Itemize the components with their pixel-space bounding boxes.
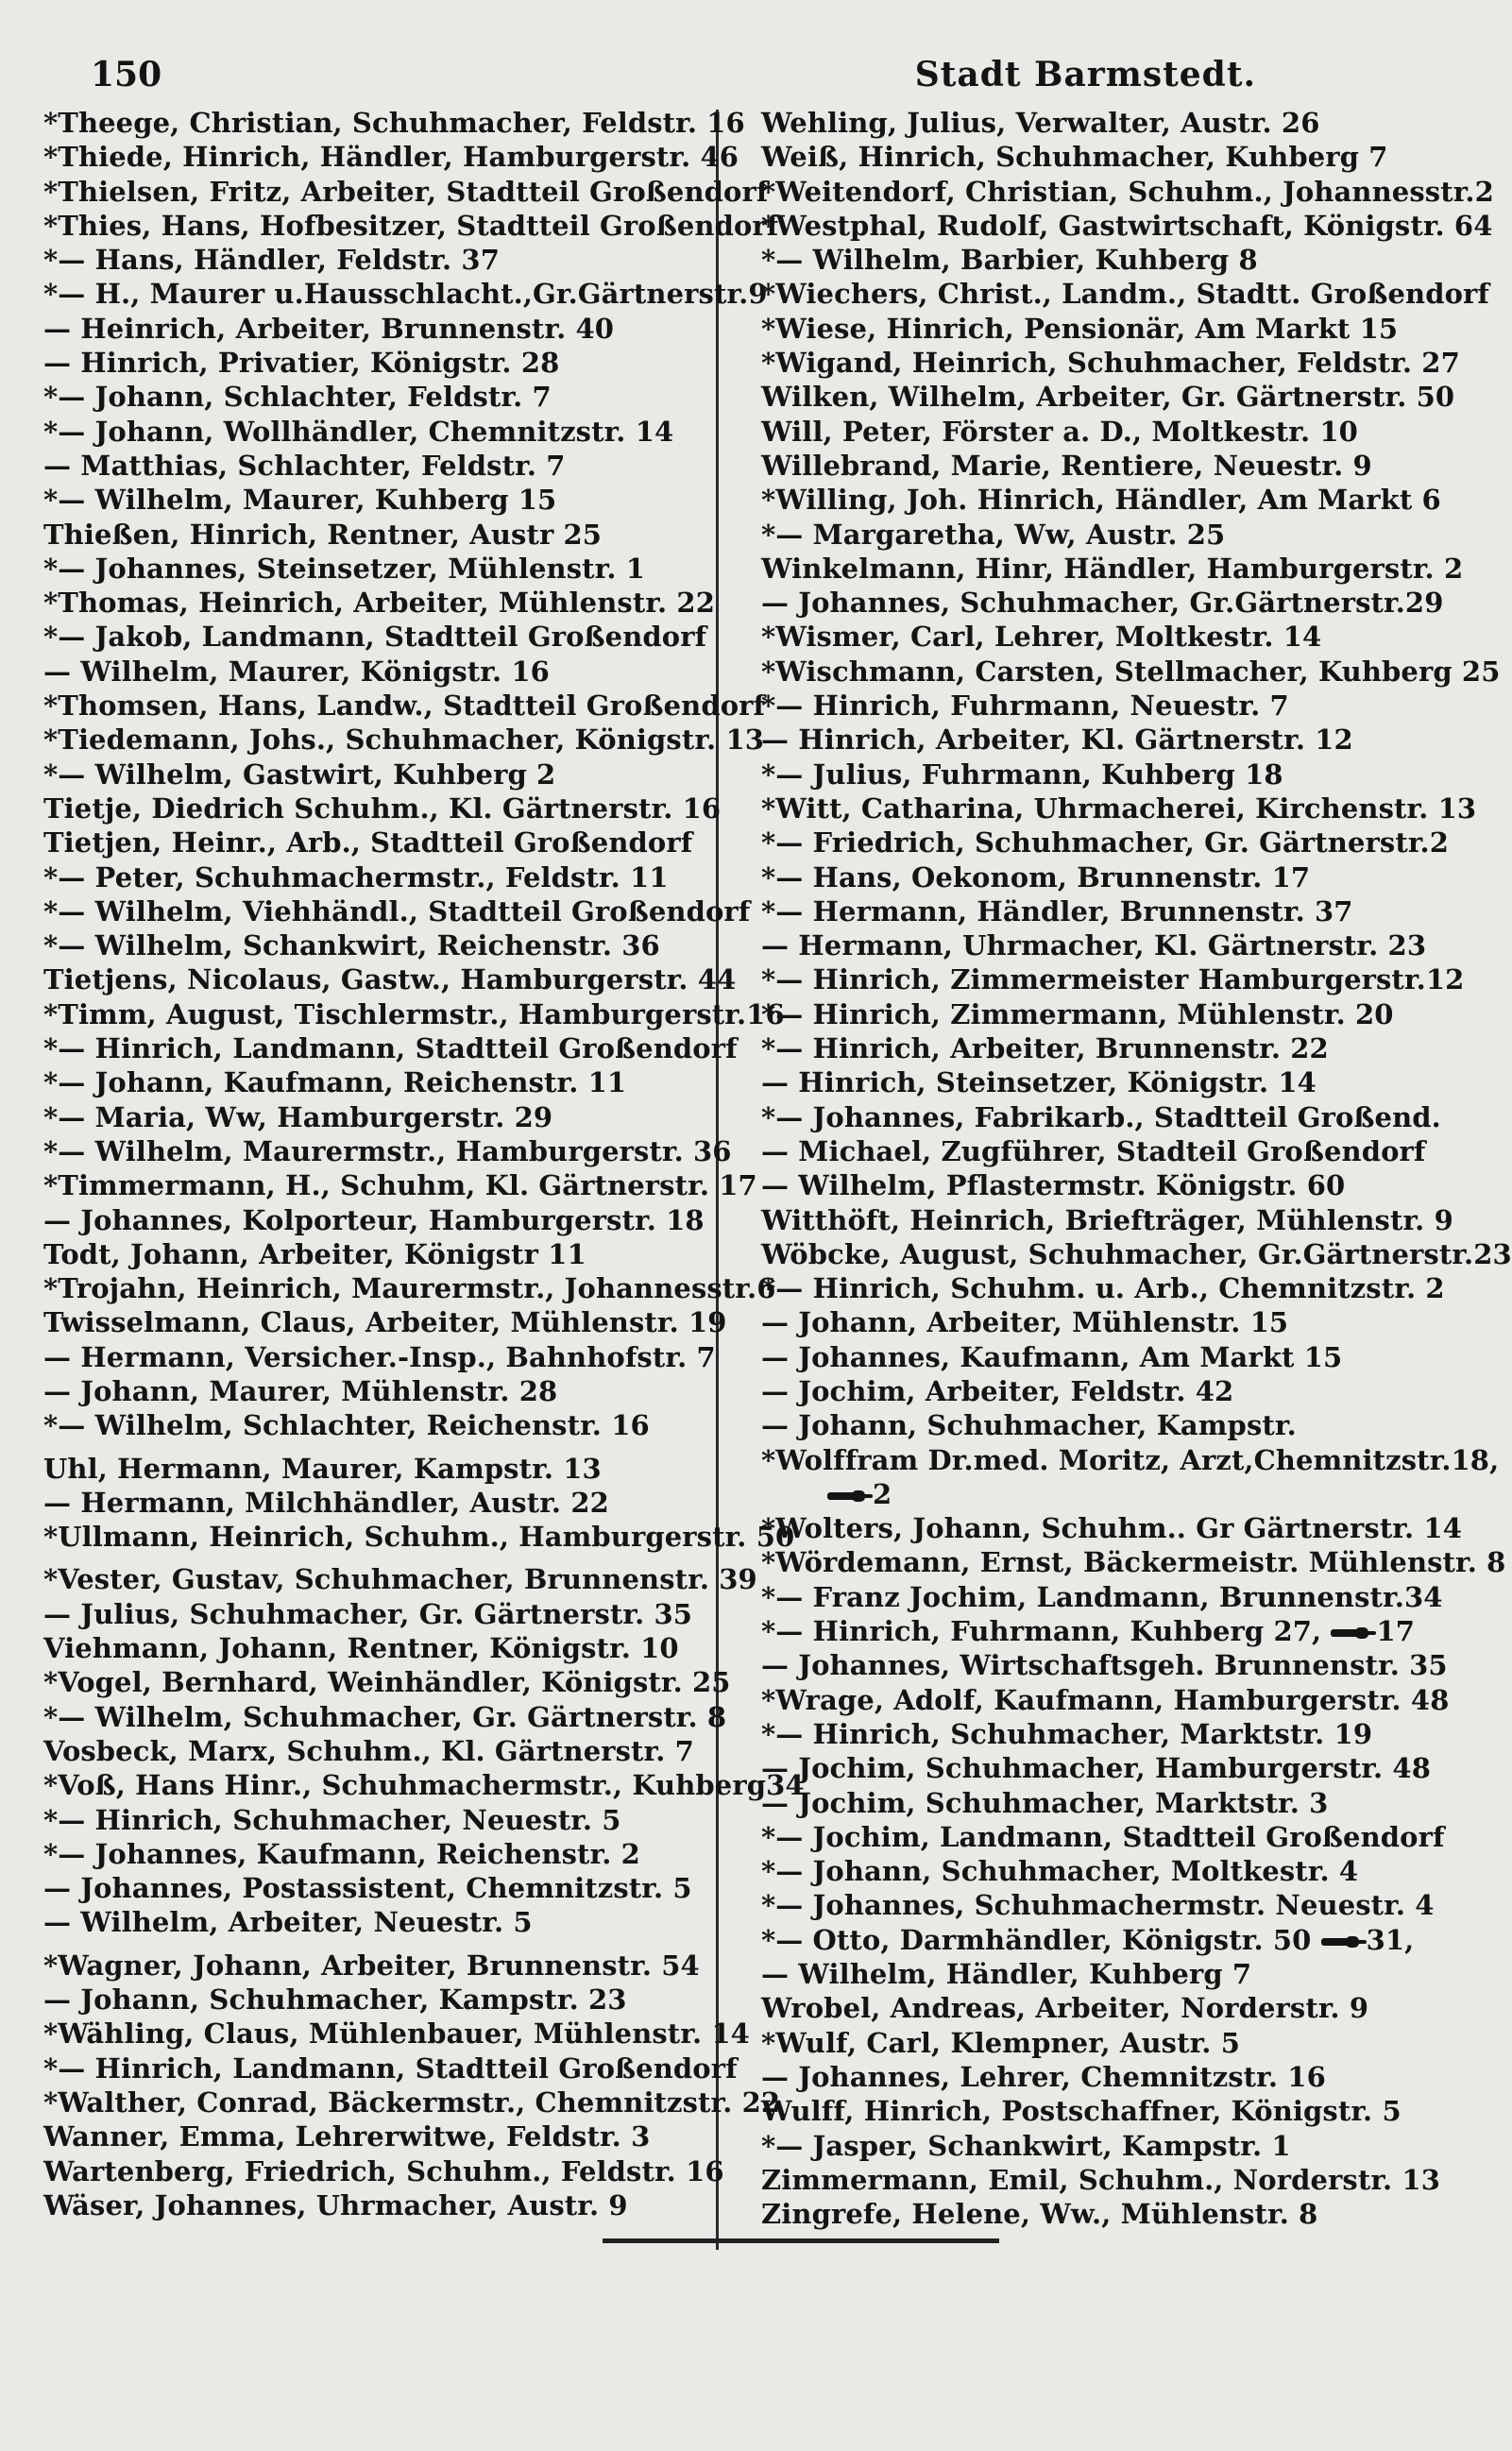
directory-entry	[761, 689, 1479, 723]
left-column	[43, 106, 805, 2222]
entry-text: *— Johann, Wollhändler, Chemnitzstr. 14	[43, 415, 674, 448]
directory-entry	[761, 1683, 1479, 1717]
entry-text: *— Hinrich, Fuhrmann, Neuestr. 7	[761, 689, 1289, 723]
directory-entry	[761, 175, 1494, 209]
entry-text: *— Wilhelm, Barbier, Kuhberg 8	[761, 244, 1258, 277]
directory-entry	[43, 1340, 716, 1374]
entry-text: *— Otto, Darmhändler, Königstr. 50	[761, 1923, 1312, 1956]
directory-entry	[43, 1031, 738, 1065]
entry-text: Weiß, Hinrich, Schuhmacher, Kuhberg 7	[761, 141, 1388, 174]
entry-text: — Michael, Zugführer, Stadteil Großendorf	[761, 1134, 1426, 1167]
entry-text: Wehling, Julius, Verwalter, Austr. 26	[761, 107, 1320, 139]
directory-entry	[761, 2060, 1479, 2094]
directory-entry	[761, 380, 1479, 414]
directory-entry	[761, 928, 1479, 962]
entry-text: *Wolffram Dr.med. Moritz, Arzt,Chemnitzstr.18,	[761, 1443, 1500, 1476]
directory-entry	[761, 2163, 1479, 2197]
entry-text: *— Wilhelm, Gastwirt, Kuhberg 2	[43, 757, 556, 791]
directory-entry	[43, 1871, 716, 1905]
directory-entry	[761, 1134, 1479, 1168]
entry-text: — Hinrich, Arbeiter, Kl. Gärtnerstr. 12	[761, 723, 1353, 757]
directory-entry	[761, 997, 1479, 1031]
directory-entry	[43, 1562, 757, 1596]
entry-text: *Thomsen, Hans, Landw., Stadtteil Großendorf	[43, 689, 766, 723]
directory-entry	[761, 106, 1479, 140]
entry-text: — Johannes, Wirtschaftsgeh. Brunnenstr. 35	[761, 1649, 1448, 1682]
directory-entry	[43, 1949, 716, 1983]
entry-text: — Julius, Schuhmacher, Gr. Gärtnerstr. 35	[43, 1597, 693, 1630]
directory-entry	[43, 1734, 716, 1768]
directory-entry	[761, 209, 1493, 243]
directory-entry	[761, 1271, 1479, 1305]
entry-text: Vosbeck, Marx, Schuhm., Kl. Gärtnerstr. 7	[43, 1734, 694, 1767]
directory-entry	[43, 620, 716, 654]
directory-entry	[43, 1271, 776, 1305]
entry-text: *Thiede, Hinrich, Händler, Hamburgerstr. 46	[43, 141, 739, 174]
page-title: Stadt Barmstedt.	[914, 55, 1256, 94]
entry-text: Wrobel, Andreas, Arbeiter, Norderstr. 9	[761, 1992, 1369, 2025]
directory-entry	[43, 1631, 716, 1665]
entry-text: *— Hinrich, Fuhrmann, Kuhberg 27,	[761, 1615, 1322, 1648]
directory-entry	[761, 655, 1501, 689]
entry-text: — Heinrich, Arbeiter, Brunnenstr. 40	[43, 312, 615, 345]
entry-text: Twisselmann, Claus, Arbeiter, Mühlenstr. 19	[43, 1306, 727, 1339]
entry-text: *Walther, Conrad, Bäckermstr., Chemnitzstr. 22	[43, 2085, 781, 2119]
directory-entry	[43, 1520, 795, 1554]
directory-entry	[43, 894, 751, 928]
directory-entry	[761, 1477, 1479, 1511]
directory-entry	[761, 1031, 1479, 1065]
entry-text: *— Hinrich, Schuhmacher, Neuestr. 5	[43, 1803, 621, 1836]
entry-text: *Trojahn, Heinrich, Maurermstr., Johannesstr.6	[43, 1272, 776, 1305]
entry-text: *Wigand, Heinrich, Schuhmacher, Feldstr. 27	[761, 347, 1460, 380]
directory-entry	[761, 1888, 1479, 1922]
directory-entry	[43, 1134, 732, 1168]
directory-entry	[43, 483, 716, 517]
entry-text: *Wismer, Carl, Lehrer, Moltkestr. 14	[761, 621, 1322, 654]
entry-text: — Jochim, Schuhmacher, Marktstr. 3	[761, 1786, 1329, 1819]
entry-text: *— Jakob, Landmann, Stadtteil Großendorf	[43, 621, 707, 654]
directory-entry	[761, 1820, 1479, 1854]
directory-entry	[761, 346, 1479, 380]
directory-entry	[761, 1203, 1479, 1237]
entry-text: *— Franz Jochim, Landmann, Brunnenstr.34	[761, 1580, 1443, 1613]
directory-entry	[43, 449, 716, 483]
entry-text: Todt, Johann, Arbeiter, Königstr 11	[43, 1237, 586, 1270]
directory-entry	[43, 2051, 738, 2085]
entry-text: *Witt, Catharina, Uhrmacherei, Kirchenstr. 13	[761, 791, 1477, 825]
entry-text: *— Johann, Schuhmacher, Moltkestr. 4	[761, 1855, 1359, 1888]
page-number: 150	[91, 55, 162, 94]
entry-text: *— Margaretha, Ww, Austr. 25	[761, 518, 1226, 551]
entry-text: *Wagner, Johann, Arbeiter, Brunnenstr. 54	[43, 1949, 700, 1982]
entry-text: *Wolters, Johann, Schuhm.. Gr Gärtnerstr. 14	[761, 1512, 1462, 1545]
entry-text: — Hinrich, Privatier, Königstr. 28	[43, 347, 560, 380]
entry-text: *Westphal, Rudolf, Gastwirtschaft, Königstr. 64	[761, 209, 1493, 242]
directory-entry	[761, 312, 1479, 346]
directory-entry	[43, 1237, 716, 1271]
directory-entry	[761, 1511, 1479, 1545]
entry-text: *Wähling, Claus, Mühlenbauer, Mühlenstr. 14	[43, 2017, 750, 2051]
directory-entry	[43, 1305, 727, 1339]
directory-entry	[43, 723, 765, 757]
directory-entry	[761, 518, 1479, 552]
entry-text: — Johann, Schuhmacher, Kampstr. 23	[43, 1983, 627, 2017]
entry-text: Tietjen, Heinr., Arb., Stadtteil Großendorf	[43, 826, 693, 860]
entry-text: Tietjens, Nicolaus, Gastw., Hamburgerstr. 44	[43, 963, 737, 996]
directory-entry	[43, 2188, 716, 2222]
directory-entry	[43, 2017, 750, 2051]
directory-entry	[761, 1923, 1479, 1957]
entry-text: Uhl, Hermann, Maurer, Kampstr. 13	[43, 1452, 602, 1485]
directory-entry	[43, 2119, 716, 2153]
entry-text: *— Johannes, Schuhmachermstr. Neuestr. 4	[761, 1889, 1435, 1922]
entry-text: *Wördemann, Ernst, Bäckermeistr. Mühlenstr. 8	[761, 1546, 1506, 1579]
entry-text: *— Hans, Oekonom, Brunnenstr. 17	[761, 860, 1311, 894]
entry-text: Zimmermann, Emil, Schuhm., Norderstr. 13	[761, 2163, 1440, 2196]
directory-entry	[43, 518, 716, 552]
entry-text: *Willing, Joh. Hinrich, Händler, Am Markt 6	[761, 484, 1441, 517]
entry-text: *— Wilhelm, Schlachter, Reichenstr. 16	[43, 1409, 650, 1442]
entry-text: Tietje, Diedrich Schuhm., Kl. Gärtnerstr. 16	[43, 791, 722, 825]
directory-entry	[43, 757, 716, 791]
entry-text: Will, Peter, Förster a. D., Moltkestr. 10	[761, 415, 1358, 448]
entry-text: *— Johann, Schlachter, Feldstr. 7	[43, 381, 552, 414]
entry-text: *Wulf, Carl, Klempner, Austr. 5	[761, 2026, 1240, 2059]
directory-entry	[761, 1443, 1500, 1477]
entry-text: Wilken, Wilhelm, Arbeiter, Gr. Gärtnerstr. 50	[761, 381, 1455, 414]
directory-entry	[43, 928, 716, 962]
entry-text: — Johannes, Lehrer, Chemnitzstr. 16	[761, 2060, 1326, 2093]
directory-entry	[43, 1665, 731, 1699]
directory-entry	[43, 1803, 716, 1837]
directory-entry	[761, 2094, 1479, 2128]
directory-entry	[43, 826, 716, 860]
directory-entry	[43, 346, 716, 380]
directory-entry	[761, 1065, 1479, 1099]
entry-text: Winkelmann, Hinr, Händler, Hamburgerstr. 2	[761, 552, 1464, 585]
entry-text: *— Hinrich, Schuhmacher, Marktstr. 19	[761, 1717, 1373, 1750]
entry-text: *Vester, Gustav, Schuhmacher, Brunnenstr. 39	[43, 1563, 757, 1596]
directory-entry	[761, 552, 1479, 586]
directory-entry	[43, 1768, 805, 1802]
directory-entry	[43, 1452, 716, 1486]
directory-entry	[761, 586, 1479, 620]
directory-entry	[43, 312, 716, 346]
entry-text: *— Hinrich, Zimmermann, Mühlenstr. 20	[761, 997, 1394, 1030]
directory-entry	[761, 1717, 1479, 1751]
directory-entry	[43, 552, 716, 586]
directory-entry	[43, 791, 722, 826]
directory-entry	[43, 1408, 716, 1442]
directory-entry	[43, 140, 739, 174]
directory-entry	[761, 791, 1479, 826]
entry-text: — Johannes, Kaufmann, Am Markt 15	[761, 1340, 1343, 1373]
entry-text: Wulff, Hinrich, Postschaffner, Königstr. 5	[761, 2095, 1402, 2128]
directory-entry	[43, 380, 716, 414]
entry-text: — Wilhelm, Maurer, Königstr. 16	[43, 655, 550, 688]
entry-text: — Hinrich, Steinsetzer, Königstr. 14	[761, 1066, 1317, 1099]
entry-text: *— H., Maurer u.Hausschlacht.,Gr.Gärtnerstr.9	[43, 278, 768, 311]
entry-text: Wöbcke, August, Schuhmacher, Gr.Gärtnerstr.23	[761, 1237, 1512, 1270]
directory-entry	[43, 1983, 716, 2017]
entry-text: 17	[1376, 1615, 1415, 1648]
end-rule	[603, 2238, 999, 2243]
directory-entry	[761, 1786, 1479, 1820]
entry-text: Wartenberg, Friedrich, Schuhm., Feldstr. 16	[43, 2154, 724, 2187]
directory-entry	[43, 1168, 757, 1202]
entry-text: — Wilhelm, Arbeiter, Neuestr. 5	[43, 1906, 533, 1939]
directory-entry	[43, 415, 716, 449]
entry-text: *— Hinrich, Zimmermeister Hamburgerstr.12	[761, 963, 1465, 996]
entry-text: *— Wilhelm, Schankwirt, Reichenstr. 36	[43, 929, 660, 962]
entry-text: *— Hinrich, Schuhm. u. Arb., Chemnitzstr. 2	[761, 1272, 1445, 1305]
entry-text: Viehmann, Johann, Rentner, Königstr. 10	[43, 1632, 679, 1665]
entry-text: *Wiese, Hinrich, Pensionär, Am Markt 15	[761, 312, 1399, 345]
entry-text: *— Friedrich, Schuhmacher, Gr. Gärtnerstr.2	[761, 826, 1450, 860]
directory-entry	[761, 1237, 1512, 1271]
directory-entry	[43, 243, 716, 277]
directory-entry	[43, 106, 745, 140]
entry-text: *— Wilhelm, Viehhändl., Stadtteil Großendorf	[43, 894, 751, 928]
page-header	[66, 49, 1445, 106]
entry-text: — Jochim, Arbeiter, Feldstr. 42	[761, 1374, 1234, 1407]
directory-entry	[761, 723, 1479, 757]
directory-entry	[761, 243, 1479, 277]
directory-entry	[761, 1648, 1479, 1682]
entry-text: *— Hinrich, Landmann, Stadtteil Großendorf	[43, 2051, 738, 2085]
entry-text: *— Hans, Händler, Feldstr. 37	[43, 244, 500, 277]
right-column	[761, 106, 1512, 2231]
entry-text: *Weitendorf, Christian, Schuhm., Johannesstr.2	[761, 175, 1494, 208]
entry-text: *— Johann, Kaufmann, Reichenstr. 11	[43, 1066, 627, 1099]
entry-text: *— Hinrich, Arbeiter, Brunnenstr. 22	[761, 1032, 1329, 1065]
directory-entry	[761, 1991, 1479, 2025]
entry-text: *Vogel, Bernhard, Weinhändler, Königstr. 25	[43, 1666, 731, 1699]
entry-text: Willebrand, Marie, Rentiere, Neuestr. 9	[761, 449, 1372, 482]
entry-text: *Voß, Hans Hinr., Schuhmachermstr., Kuhberg34	[43, 1769, 805, 1802]
directory-entry	[761, 1374, 1479, 1408]
entry-text: *— Wilhelm, Maurermstr., Hamburgerstr. 36	[43, 1134, 732, 1167]
directory-entry	[43, 860, 716, 894]
directory-entry	[43, 1486, 716, 1520]
entry-text: — Johannes, Schuhmacher, Gr.Gärtnerstr.29	[761, 587, 1444, 620]
directory-entry	[761, 1168, 1479, 1202]
directory-entry	[43, 689, 766, 723]
entry-text: *— Hinrich, Landmann, Stadtteil Großendorf	[43, 1032, 738, 1065]
entry-text: — Jochim, Schuhmacher, Hamburgerstr. 48	[761, 1752, 1431, 1785]
entry-text: 31,	[1366, 1923, 1415, 1956]
entry-text: — Johann, Maurer, Mühlenstr. 28	[43, 1374, 558, 1407]
directory-entry	[761, 2197, 1479, 2231]
entry-text: *— Jasper, Schankwirt, Kampstr. 1	[761, 2129, 1291, 2162]
directory-entry	[43, 655, 716, 689]
entry-text: *Theege, Christian, Schuhmacher, Feldstr. 16	[43, 107, 745, 139]
entry-text: 2	[873, 1477, 892, 1510]
entry-text: *Timmermann, H., Schuhm, Kl. Gärtnerstr. 17	[43, 1169, 757, 1202]
directory-entry	[43, 175, 769, 209]
entry-text: *— Hermann, Händler, Brunnenstr. 37	[761, 894, 1353, 928]
entry-text: Zingrefe, Helene, Ww., Mühlenstr. 8	[761, 2198, 1318, 2231]
entry-text: — Johann, Arbeiter, Mühlenstr. 15	[761, 1306, 1289, 1339]
entry-text: — Johannes, Kolporteur, Hamburgerstr. 18	[43, 1203, 705, 1236]
entry-text: — Johann, Schuhmacher, Kampstr.	[761, 1409, 1297, 1442]
entry-text: *— Wilhelm, Maurer, Kuhberg 15	[43, 484, 557, 517]
entry-text: — Wilhelm, Pflastermstr. Königstr. 60	[761, 1169, 1346, 1202]
entry-text: Thießen, Hinrich, Rentner, Austr 25	[43, 518, 603, 551]
entry-text: *— Wilhelm, Schuhmacher, Gr. Gärtnerstr. 8	[43, 1700, 727, 1733]
entry-text: *— Jochim, Landmann, Stadtteil Großendorf	[761, 1820, 1445, 1853]
hand-pointer-icon	[1321, 1934, 1367, 1949]
directory-entry	[761, 1580, 1479, 1614]
directory-entry	[761, 1957, 1479, 1991]
directory-entry	[43, 962, 737, 996]
hand-pointer-icon	[1331, 1625, 1376, 1641]
entry-text: *Wiechers, Christ., Landm., Stadtt. Großendorf	[761, 278, 1489, 311]
entry-text: — Hermann, Versicher.-Insp., Bahnhofstr. 7	[43, 1340, 716, 1373]
directory-entry	[761, 1305, 1479, 1339]
directory-entry	[761, 894, 1479, 928]
directory-entry	[43, 1203, 716, 1237]
directory-entry	[43, 1905, 716, 1939]
directory-entry	[761, 2026, 1479, 2060]
entry-text: *Thomas, Heinrich, Arbeiter, Mühlenstr. 22	[43, 587, 715, 620]
directory-entry	[761, 826, 1479, 860]
directory-entry	[43, 209, 779, 243]
directory-entry	[761, 757, 1479, 791]
directory-entry	[761, 620, 1479, 654]
directory-entry	[761, 1340, 1479, 1374]
directory-entry	[43, 1700, 727, 1734]
directory-entry	[761, 860, 1479, 894]
entry-text: Wanner, Emma, Lehrerwitwe, Feldstr. 3	[43, 2120, 651, 2153]
entry-text: *Timm, August, Tischlermstr., Hamburgerstr.16	[43, 997, 785, 1030]
entry-text: *Tiedemann, Johs., Schuhmacher, Königstr. 13	[43, 723, 765, 757]
directory-entry	[761, 449, 1479, 483]
directory-entry	[761, 2129, 1479, 2163]
entry-text: *— Julius, Fuhrmann, Kuhberg 18	[761, 757, 1283, 791]
directory-entry	[43, 1100, 716, 1134]
entry-text: *Wischmann, Carsten, Stellmacher, Kuhberg 25	[761, 655, 1501, 688]
entry-text: *— Peter, Schuhmachermstr., Feldstr. 11	[43, 860, 669, 894]
directory-entry	[43, 277, 768, 311]
entry-text: *Thies, Hans, Hofbesitzer, Stadtteil Großendorf	[43, 209, 779, 242]
entry-text: *— Maria, Ww, Hamburgerstr. 29	[43, 1100, 553, 1133]
entry-text: — Wilhelm, Händler, Kuhberg 7	[761, 1958, 1252, 1991]
entry-text: — Hermann, Milchhändler, Austr. 22	[43, 1486, 609, 1519]
hand-pointer-icon	[827, 1489, 873, 1504]
entry-text: Witthöft, Heinrich, Briefträger, Mühlenstr. 9	[761, 1203, 1453, 1236]
directory-entry	[43, 2154, 724, 2188]
entry-text: *— Johannes, Steinsetzer, Mühlenstr. 1	[43, 552, 646, 585]
directory-entry	[761, 277, 1489, 311]
directory-entry	[761, 962, 1479, 996]
directory-entry	[761, 415, 1479, 449]
directory-entry	[761, 1614, 1479, 1648]
directory-entry	[761, 483, 1479, 517]
entry-text: *Thielsen, Fritz, Arbeiter, Stadtteil Großendorf	[43, 175, 769, 208]
directory-entry	[43, 586, 716, 620]
directory-entry	[43, 1065, 716, 1099]
entry-text: Wäser, Johannes, Uhrmacher, Austr. 9	[43, 2188, 628, 2221]
directory-entry	[43, 1374, 716, 1408]
directory-entry	[761, 140, 1479, 174]
directory-entry	[761, 1751, 1479, 1785]
entry-text: *— Johannes, Fabrikarb., Stadtteil Großend.	[761, 1100, 1441, 1133]
directory-entry	[761, 1854, 1479, 1888]
directory-entry	[43, 2085, 781, 2119]
directory-entry	[43, 1837, 716, 1871]
directory-entry	[43, 1597, 716, 1631]
entry-text: — Matthias, Schlachter, Feldstr. 7	[43, 449, 566, 482]
entry-text: — Johannes, Postassistent, Chemnitzstr. 5	[43, 1872, 692, 1905]
entry-text: — Hermann, Uhrmacher, Kl. Gärtnerstr. 23	[761, 929, 1427, 962]
entry-text: *— Johannes, Kaufmann, Reichenstr. 2	[43, 1837, 640, 1870]
directory-entry	[761, 1545, 1506, 1579]
directory-entry	[761, 1408, 1479, 1442]
directory-entry	[761, 1100, 1479, 1134]
entry-text: *Ullmann, Heinrich, Schuhm., Hamburgerstr. 50	[43, 1521, 795, 1554]
entry-text: *Wrage, Adolf, Kaufmann, Hamburgerstr. 48	[761, 1683, 1450, 1716]
directory-entry	[43, 997, 785, 1031]
